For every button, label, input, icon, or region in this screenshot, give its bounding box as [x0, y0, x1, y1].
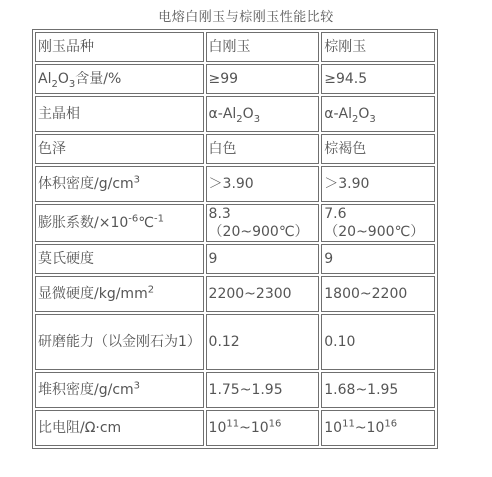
exponent-base: ~10 — [239, 420, 269, 436]
row-property — [35, 372, 204, 408]
row-white-value: ＞3.90 — [206, 166, 320, 202]
unit-text: 堆积密度/g/cm — [38, 382, 134, 398]
superscript: 2 — [147, 284, 155, 296]
row-white-value: 0.12 — [206, 314, 320, 370]
row-brown-value — [321, 410, 435, 446]
superscript: 16 — [268, 418, 282, 430]
table-row — [35, 96, 435, 132]
row-white-value — [206, 410, 320, 446]
exponent-base: 10 — [208, 420, 227, 436]
formula-part: α-Al — [208, 106, 237, 122]
properties-table — [32, 29, 438, 449]
table-row — [35, 314, 435, 370]
subscript: 2 — [236, 113, 243, 125]
table-caption: 电熔白刚玉与棕刚玉性能比较 — [158, 10, 334, 25]
subscript: 3 — [68, 78, 76, 90]
unit-text: 体积密度/g/cm — [38, 176, 134, 192]
row-white-value: 9 — [206, 244, 320, 274]
header-property: 刚玉品种 — [35, 32, 204, 62]
row-white-value: 1.75~1.95 — [206, 372, 320, 408]
superscript: -1 — [153, 213, 164, 225]
formula-part: α-Al — [324, 106, 353, 122]
table-row — [35, 204, 435, 242]
formula-part: O — [242, 106, 254, 122]
header-brown-corundum: 棕刚玉 — [321, 32, 435, 62]
row-brown-value: 棕褐色 — [321, 134, 435, 164]
subscript: 2 — [352, 113, 359, 125]
superscript: 11 — [226, 418, 240, 430]
subscript: 3 — [369, 113, 376, 125]
header-white-corundum: 白刚玉 — [206, 32, 320, 62]
row-white-value: 2200~2300 — [206, 276, 320, 312]
table-row — [35, 372, 435, 408]
table-row — [35, 276, 435, 312]
row-brown-value: ≥94.5 — [321, 64, 435, 94]
table-row — [35, 410, 435, 446]
row-brown-value: 7.6（20~900℃） — [321, 204, 435, 242]
row-white-value: 白色 — [206, 134, 320, 164]
row-property: 研磨能力（以金刚石为1） — [35, 314, 204, 370]
formula-part: Al — [38, 71, 52, 87]
subscript: 3 — [253, 113, 261, 125]
superscript: 3 — [133, 174, 141, 186]
row-brown-value: 0.10 — [321, 314, 435, 370]
row-property — [35, 64, 204, 94]
table-row — [35, 134, 435, 164]
row-brown-value: 9 — [321, 244, 435, 274]
subscript: 2 — [51, 78, 58, 90]
header-row — [35, 32, 435, 62]
unit-text: 膨胀系数/×10 — [38, 215, 129, 231]
exponent-base: ~10 — [354, 420, 385, 436]
table-row — [35, 64, 435, 94]
row-brown-value: ＞3.90 — [321, 166, 435, 202]
row-property: 莫氏硬度 — [35, 244, 204, 274]
unit-text: 显微硬度/kg/mm — [38, 286, 148, 302]
row-brown-value: 1800~2200 — [321, 276, 435, 312]
unit-text: ℃ — [138, 215, 154, 231]
superscript: 16 — [384, 418, 398, 430]
row-brown-value — [321, 96, 435, 132]
row-brown-value: 1.68~1.95 — [321, 372, 435, 408]
row-property: 比电阻/Ω·cm — [35, 410, 204, 446]
exponent-base: 10 — [324, 420, 343, 436]
formula-part: O — [358, 106, 370, 122]
table-row — [35, 166, 435, 202]
row-white-value — [206, 96, 320, 132]
formula-part: 含量/% — [75, 71, 122, 87]
table-row — [35, 244, 435, 274]
row-property — [35, 204, 204, 242]
row-property — [35, 166, 204, 202]
formula-part: O — [57, 71, 69, 87]
superscript: 3 — [133, 380, 141, 392]
row-property — [35, 276, 204, 312]
row-white-value: ≥99 — [206, 64, 320, 94]
row-white-value: 8.3（20~900℃） — [206, 204, 320, 242]
superscript: -6 — [128, 213, 139, 225]
superscript: 11 — [342, 418, 355, 430]
row-property: 色泽 — [35, 134, 204, 164]
row-property: 主晶相 — [35, 96, 204, 132]
